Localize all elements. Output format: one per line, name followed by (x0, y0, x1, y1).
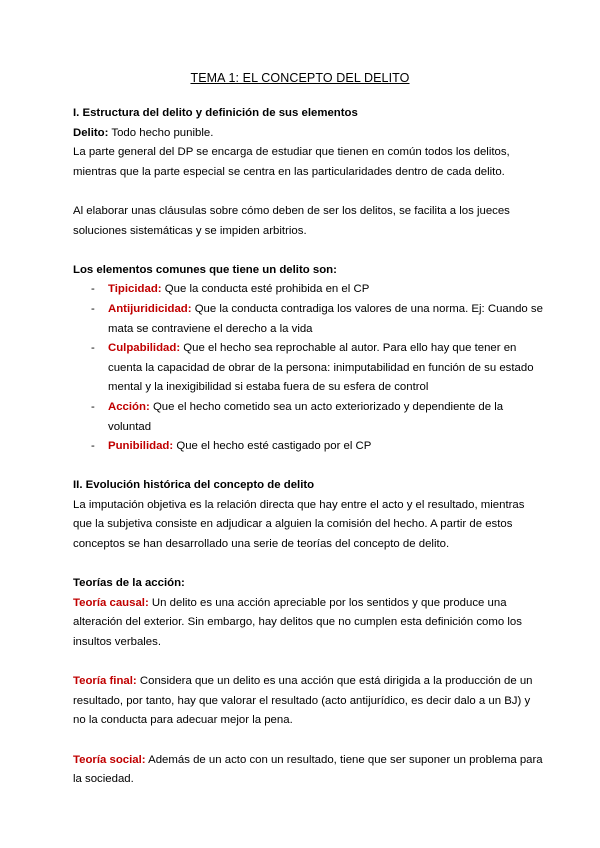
definition-term: Delito: (73, 126, 109, 139)
theories-heading: Teorías de la acción: (73, 577, 185, 590)
elements-list (73, 280, 543, 456)
element-term-accion: Acción: (108, 400, 150, 413)
element-text: Que la conducta esté prohibida en el CP (161, 283, 370, 296)
theory-social-term: Teoría social: (73, 753, 146, 766)
section1-paragraph-2: Al elaborar unas cláusulas sobre cómo deben de ser los delitos, se facilita a los jueces soluciones sistemáticas y se impiden arbitrios. (73, 204, 510, 237)
element-text: Que el hecho cometido sea un acto exteriorizado y dependiente de la voluntad (108, 400, 504, 433)
element-term-tipicidad: Tipicidad: (108, 283, 162, 296)
theory-social (73, 751, 543, 790)
section1-paragraph-1: La parte general del DP se encarga de estudiar que tienen en común todos los delitos, mientras que la parte especial se centra en las particularidades dentro de cada delito. (73, 146, 510, 178)
document-title: TEMA 1: EL CONCEPTO DEL DELITO (190, 71, 410, 85)
element-text: Que la conducta contradiga los valores de una norma. Ej: Cuando se mata se contraviene el derecho a la vida (108, 302, 543, 335)
theory-social-text: Además de un acto con un resultado, tiene que ser suponer un problema para la sociedad. (73, 753, 543, 786)
element-text: Que el hecho esté castigado por el CP (173, 440, 372, 453)
theory-causal-text: Un delito es una acción apreciable por los sentidos y que produce una alteración del exterior. Sin embargo, hay delitos que no cumplen esta definición como los insultos verbales. (73, 596, 522, 649)
element-term-punibilidad: Punibilidad: (108, 440, 174, 453)
list-item (73, 300, 543, 339)
elements-heading: Los elementos comunes que tiene un delito son: (73, 263, 337, 276)
element-text: Que el hecho sea reprochable al autor. Para ello hay que tener en cuenta la capacidad de obrar de la persona: inimputabilidad en función de su estado mental y la inexigibilidad si estaba fuera de su esfera de control (108, 342, 534, 394)
section2-paragraph-1: La imputación objetiva es la relación directa que hay entre el acto y el resultado, mientras que la subjetiva consiste en adjudicar a alguien la comisión del hecho. A partir de estos conceptos se han desarrollado una serie de teorías del concepto de delito. (73, 498, 525, 551)
element-term-culpabilidad: Culpabilidad: (108, 342, 181, 355)
document-body (73, 104, 543, 790)
theory-causal-term: Teoría causal: (73, 596, 149, 609)
list-item (73, 280, 543, 300)
theory-final-term: Teoría final: (73, 675, 137, 688)
section2-heading: II. Evolución histórica del concepto de delito (73, 479, 315, 492)
theory-final (73, 672, 543, 731)
section1-heading: I. Estructura del delito y definición de sus elementos (73, 107, 358, 119)
list-item (73, 398, 543, 437)
theory-causal (73, 594, 543, 653)
theory-final-text: Considera que un delito es una acción que está dirigida a la producción de un resultado, por tanto, hay que valorar el resultado (acto antijurídico, es decir dalo a un BJ) y no la conducta para adecuar mejor la pena. (73, 675, 533, 727)
definition-text: Todo hecho punible. (108, 126, 214, 139)
list-item (73, 339, 543, 398)
delito-definition (73, 124, 543, 144)
list-item (73, 437, 543, 457)
element-term-antijuridicidad: Antijuridicidad: (108, 302, 192, 315)
